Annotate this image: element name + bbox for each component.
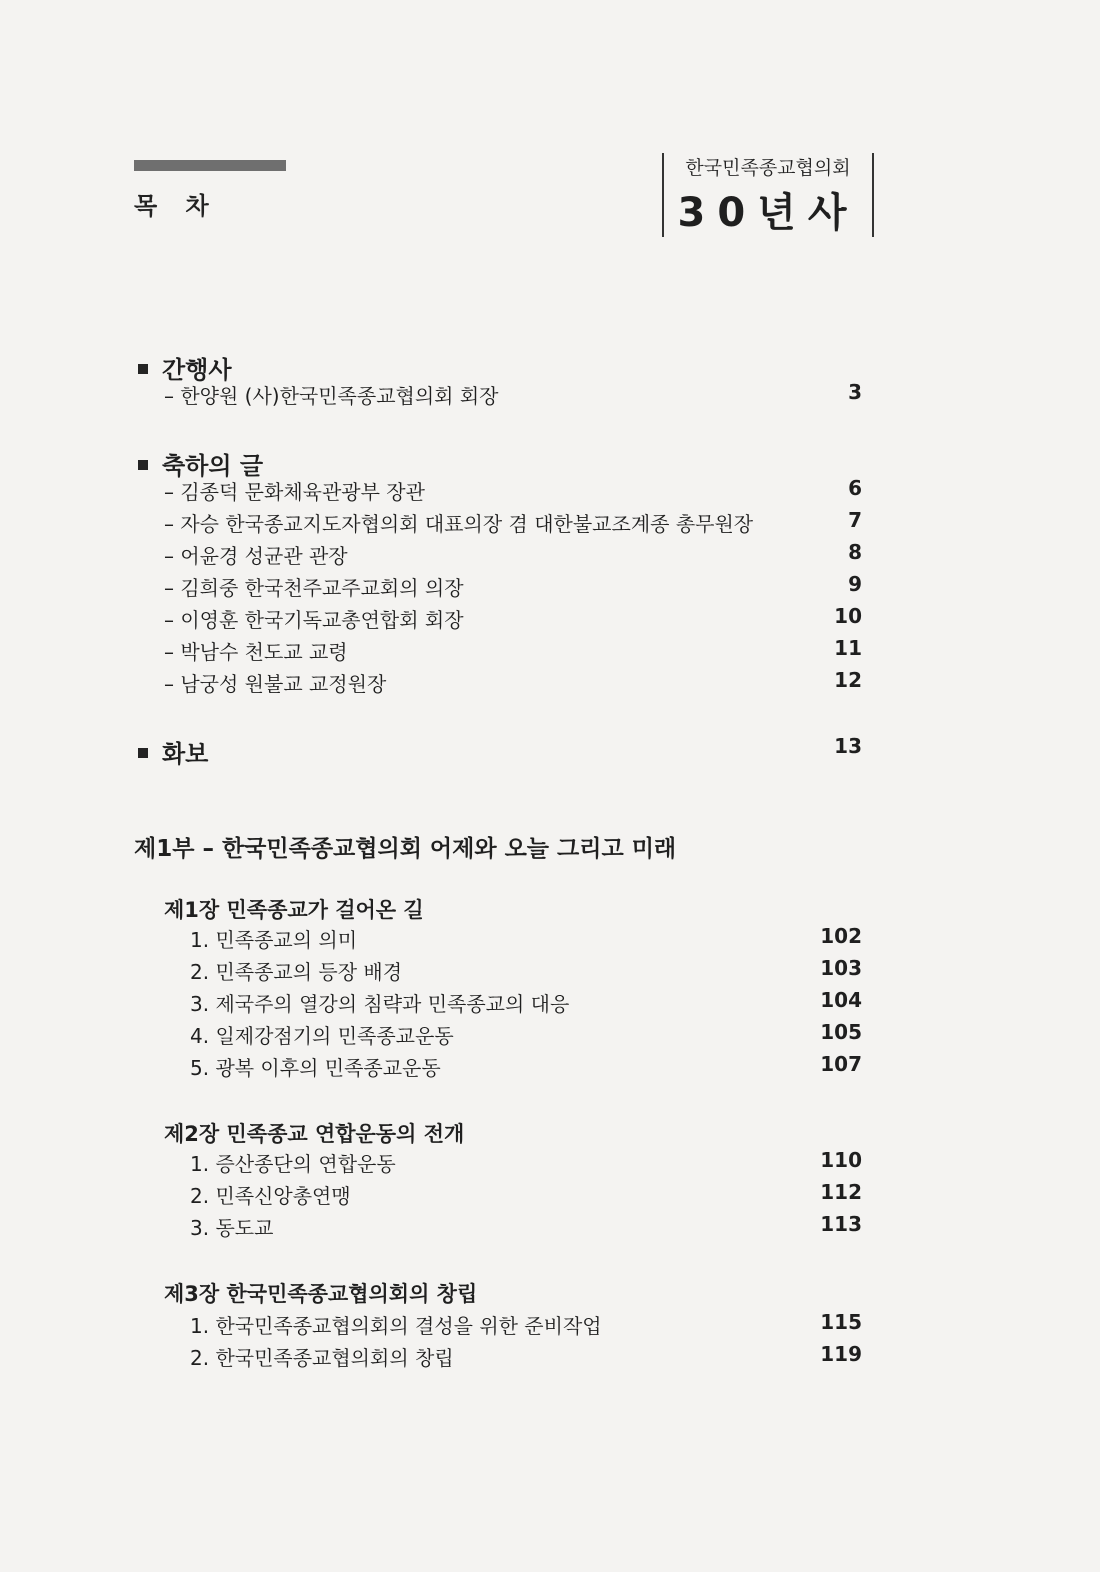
entry-page-number: 112 [820,1180,862,1204]
entry-title: 1. 증산종단의 연합운동 [190,1152,396,1176]
toc-entry[interactable] [164,508,862,538]
toc-entry[interactable] [190,1020,862,1050]
book-title-box [662,153,874,237]
entry-page-number: 119 [820,1342,862,1366]
toc-entry[interactable] [190,924,862,954]
entry-page-number: 102 [820,924,862,948]
entry-title: 2. 민족신앙총연맹 [190,1184,351,1208]
toc-entry[interactable] [190,1180,862,1210]
entry-title: 3. 제국주의 열강의 침략과 민족종교의 대응 [190,992,570,1016]
entry-page-number: 105 [820,1020,862,1044]
chapter-title: 제3장 한국민족종교협의회의 창립 [164,1282,478,1306]
entry-page-number: 3 [848,380,862,404]
entry-title: 1. 민족종교의 의미 [190,928,358,952]
entry-page-number: 107 [820,1052,862,1076]
toc-entry[interactable] [164,636,862,666]
entry-page-number: 12 [834,668,862,692]
entry-title: 2. 민족종교의 등장 배경 [190,960,403,984]
entry-title: – 박남수 천도교 교령 [164,640,348,664]
entry-page-number: 115 [820,1310,862,1334]
section-photos-page-row [820,734,862,764]
section-photos-title: 화보 [162,740,209,768]
toc-entry[interactable] [164,380,862,410]
entry-title: 5. 광복 이후의 민족종교운동 [190,1056,441,1080]
book-title: 30년사 [677,190,859,236]
chapter-title: 제2장 민족종교 연합운동의 전개 [164,1122,465,1146]
toc-entry[interactable] [190,988,862,1018]
toc-heading: 목 차 [134,192,219,220]
entry-title: 2. 한국민족종교협의회의 창립 [190,1346,454,1370]
toc-entry[interactable] [164,540,862,570]
toc-entry[interactable] [190,1310,862,1340]
entry-title: – 한양원 (사)한국민족종교협의회 회장 [164,384,499,408]
entry-title: 3. 동도교 [190,1216,274,1240]
toc-entry[interactable] [190,956,862,986]
part-title: 제1부 – 한국민족종교협의회 어제와 오늘 그리고 미래 [134,836,677,862]
square-bullet-icon [138,460,148,470]
section-publisher-title: 간행사 [162,356,232,384]
entry-title: – 김희중 한국천주교주교회의 의장 [164,576,464,600]
entry-page-number: 104 [820,988,862,1012]
entry-title: – 자승 한국종교지도자협의회 대표의장 겸 대한불교조계종 총무원장 [164,512,754,536]
entry-page-number: 8 [848,540,862,564]
entry-page-number: 13 [834,734,862,758]
entry-page-number: 110 [820,1148,862,1172]
toc-entry[interactable] [190,1212,862,1242]
entry-page-number: 7 [848,508,862,532]
entry-title: – 남궁성 원불교 교정원장 [164,672,387,696]
entry-title: 1. 한국민족종교협의회의 결성을 위한 준비작업 [190,1314,602,1338]
toc-entry[interactable] [164,476,862,506]
section-congrats-title: 축하의 글 [162,452,264,480]
square-bullet-icon [138,364,148,374]
toc-entry[interactable] [190,1052,862,1082]
entry-page-number: 11 [834,636,862,660]
entry-title: – 이영훈 한국기독교총연합회 회장 [164,608,464,632]
toc-entry[interactable] [190,1342,862,1372]
entry-title: – 어윤경 성균관 관장 [164,544,348,568]
book-organization: 한국민족종교협의회 [685,157,851,179]
chapter-title: 제1장 민족종교가 걸어온 길 [164,898,424,922]
entry-page-number: 9 [848,572,862,596]
entry-title: 4. 일제강점기의 민족종교운동 [190,1024,454,1048]
entry-page-number: 103 [820,956,862,980]
toc-entry[interactable] [164,572,862,602]
entry-page-number: 113 [820,1212,862,1236]
entry-page-number: 10 [834,604,862,628]
section-photos-heading[interactable] [138,734,208,769]
square-bullet-icon [138,748,148,758]
entry-page-number: 6 [848,476,862,500]
toc-entry[interactable] [164,668,862,698]
entry-title: – 김종덕 문화체육관광부 장관 [164,480,425,504]
toc-entry[interactable] [164,604,862,634]
header-bar [134,160,286,171]
toc-entry[interactable] [190,1148,862,1178]
